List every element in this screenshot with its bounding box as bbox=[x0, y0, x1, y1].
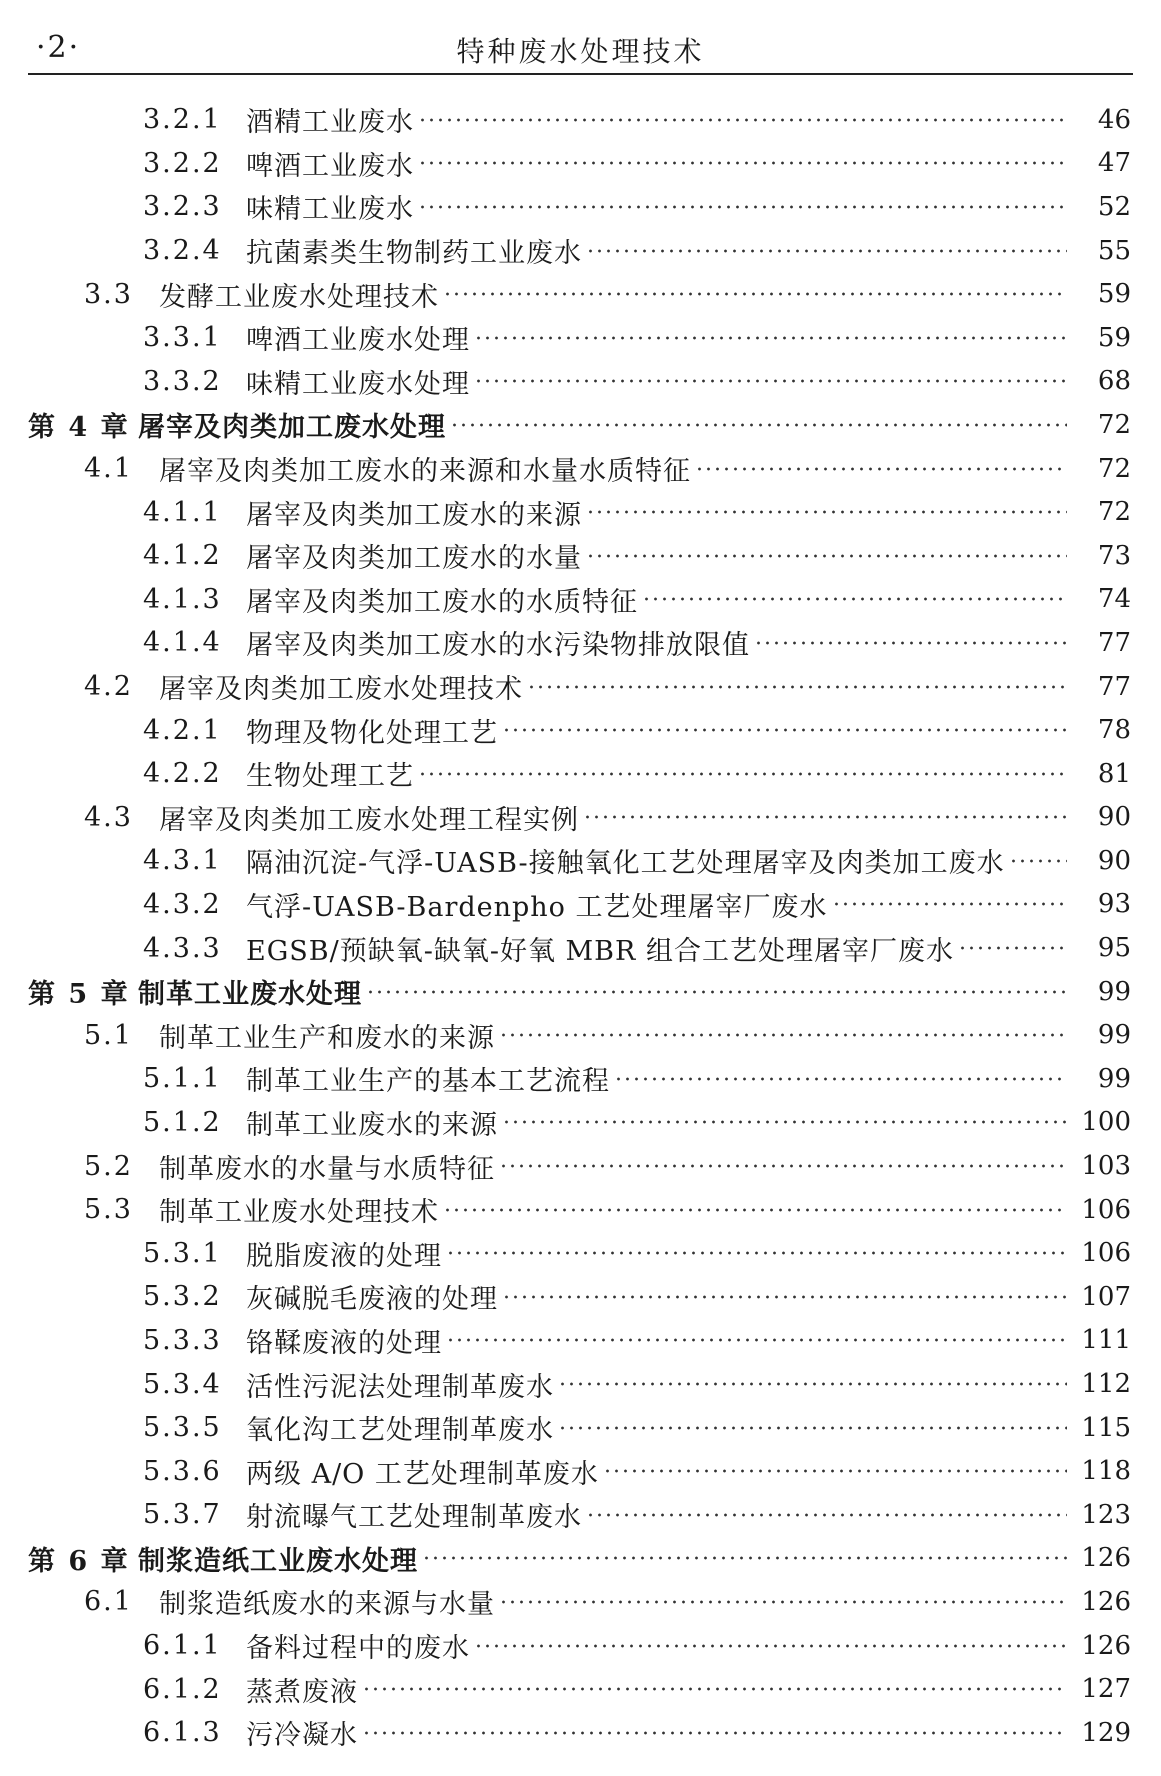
toc-entry-number: 5.3.7 bbox=[143, 1499, 222, 1531]
toc-entry-title: 制革废水的水量与水质特征 bbox=[159, 1153, 495, 1185]
toc-entry-page: 95 bbox=[1097, 933, 1131, 964]
toc-entry-sub[interactable] bbox=[0, 185, 1161, 229]
dot-leader bbox=[586, 508, 1067, 516]
toc-entry-title: 隔油沉淀-气浮-UASB-接触氧化工艺处理屠宰及肉类加工废水 bbox=[246, 848, 1005, 880]
toc-entry-title: 制革工业生产和废水的来源 bbox=[159, 1022, 495, 1054]
toc-entry-number: 4.1.1 bbox=[143, 496, 222, 528]
toc-entry-sub[interactable] bbox=[0, 1362, 1161, 1406]
toc-entry-number: 5.2 bbox=[84, 1150, 133, 1182]
toc-entry-title: 屠宰及肉类加工废水的来源和水量水质特征 bbox=[159, 456, 691, 488]
toc-entry-number: 5.3.2 bbox=[143, 1281, 222, 1313]
toc-entry-number: 3.3 bbox=[84, 278, 133, 310]
dot-leader bbox=[362, 1729, 1067, 1737]
toc-entry-title: 污冷凝水 bbox=[246, 1720, 358, 1752]
toc-entry-sub[interactable] bbox=[0, 490, 1161, 534]
dot-leader bbox=[603, 1467, 1067, 1475]
toc-entry-page: 90 bbox=[1097, 802, 1131, 833]
toc-entry-section[interactable] bbox=[0, 665, 1161, 709]
toc-entry-number: 5.3.5 bbox=[143, 1412, 222, 1444]
toc-entry-title: 屠宰及肉类加工废水的来源 bbox=[246, 499, 582, 531]
dot-leader bbox=[614, 1075, 1067, 1083]
toc-entry-number: 6.1 bbox=[84, 1586, 133, 1618]
toc-entry-title: 脱脂废液的处理 bbox=[246, 1240, 442, 1272]
toc-entry-number: 5.3.3 bbox=[143, 1324, 222, 1356]
toc-entry-title: 屠宰及肉类加工废水的水量 bbox=[246, 543, 582, 575]
dot-leader bbox=[446, 1336, 1067, 1344]
dot-leader bbox=[695, 465, 1067, 473]
toc-entry-chapter[interactable] bbox=[0, 403, 1161, 447]
dot-leader bbox=[832, 900, 1067, 908]
toc-entry-sub[interactable] bbox=[0, 1624, 1161, 1668]
dot-leader bbox=[418, 203, 1067, 211]
toc-entry-page: 106 bbox=[1081, 1194, 1131, 1225]
toc-entry-title: 屠宰及肉类加工废水的水污染物排放限值 bbox=[246, 630, 750, 662]
dot-leader bbox=[474, 1642, 1067, 1650]
toc-entry-title: 酒精工业废水 bbox=[246, 107, 414, 139]
toc-entry-sub[interactable] bbox=[0, 1101, 1161, 1145]
toc-entry-title: 啤酒工业废水 bbox=[246, 150, 414, 182]
toc-entry-page: 127 bbox=[1081, 1674, 1131, 1705]
toc-entry-sub[interactable] bbox=[0, 621, 1161, 665]
toc-entry-number: 4.1 bbox=[84, 453, 133, 485]
toc-entry-number: 4.2.2 bbox=[143, 758, 222, 790]
toc-entry-sub[interactable] bbox=[0, 752, 1161, 796]
toc-entry-page: 129 bbox=[1081, 1717, 1131, 1748]
table-of-contents bbox=[0, 98, 1161, 1755]
dot-leader bbox=[499, 1031, 1067, 1039]
dot-leader bbox=[586, 1511, 1067, 1519]
toc-entry-title: 物理及物化处理工艺 bbox=[246, 717, 498, 749]
toc-entry-page: 107 bbox=[1081, 1281, 1131, 1312]
dot-leader bbox=[499, 1598, 1067, 1606]
toc-entry-section[interactable] bbox=[0, 1580, 1161, 1624]
dot-leader bbox=[502, 1293, 1067, 1301]
toc-entry-title: 制革工业废水处理 bbox=[138, 979, 362, 1011]
toc-entry-title: 屠宰及肉类加工废水处理 bbox=[138, 412, 446, 444]
toc-entry-page: 93 bbox=[1097, 889, 1131, 920]
page-number: ·2· bbox=[36, 30, 81, 65]
toc-entry-sub[interactable] bbox=[0, 708, 1161, 752]
toc-entry-title: 两级 A/O 工艺处理制革废水 bbox=[246, 1458, 599, 1490]
toc-entry-page: 77 bbox=[1097, 671, 1131, 702]
toc-entry-page: 100 bbox=[1081, 1107, 1131, 1138]
toc-entry-sub[interactable] bbox=[0, 229, 1161, 273]
dot-leader bbox=[418, 770, 1067, 778]
toc-entry-number: 第 6 章 bbox=[28, 1545, 130, 1577]
header-divider bbox=[28, 73, 1133, 75]
dot-leader bbox=[450, 421, 1067, 429]
toc-entry-title: 活性污泥法处理制革废水 bbox=[246, 1371, 554, 1403]
toc-entry-sub[interactable] bbox=[0, 1493, 1161, 1537]
toc-entry-number: 4.3.3 bbox=[143, 932, 222, 964]
toc-entry-number: 5.1.1 bbox=[143, 1063, 222, 1095]
dot-leader bbox=[586, 552, 1067, 560]
toc-entry-page: 123 bbox=[1081, 1499, 1131, 1530]
toc-entry-number: 4.1.3 bbox=[143, 583, 222, 615]
toc-entry-page: 74 bbox=[1097, 584, 1131, 615]
toc-entry-page: 90 bbox=[1097, 845, 1131, 876]
dot-leader bbox=[499, 1162, 1067, 1170]
toc-entry-number: 4.3 bbox=[84, 801, 133, 833]
toc-entry-page: 59 bbox=[1097, 279, 1131, 310]
toc-entry-sub[interactable] bbox=[0, 142, 1161, 186]
toc-entry-title: 屠宰及肉类加工废水的水质特征 bbox=[246, 586, 638, 618]
toc-entry-page: 103 bbox=[1081, 1151, 1131, 1182]
toc-entry-sub[interactable] bbox=[0, 98, 1161, 142]
running-title: 特种废水处理技术 bbox=[456, 35, 705, 68]
dot-leader bbox=[502, 1118, 1067, 1126]
toc-entry-sub[interactable] bbox=[0, 534, 1161, 578]
toc-entry-title: EGSB/预缺氧-缺氧-好氧 MBR 组合工艺处理屠宰厂废水 bbox=[246, 935, 954, 967]
toc-entry-title: 氧化沟工艺处理制革废水 bbox=[246, 1415, 554, 1447]
toc-entry-section[interactable] bbox=[0, 796, 1161, 840]
toc-entry-sub[interactable] bbox=[0, 1449, 1161, 1493]
toc-entry-page: 118 bbox=[1081, 1456, 1131, 1487]
toc-entry-page: 126 bbox=[1081, 1630, 1131, 1661]
toc-entry-sub[interactable] bbox=[0, 1406, 1161, 1450]
toc-entry-number: 3.2.2 bbox=[143, 147, 222, 179]
toc-entry-sub[interactable] bbox=[0, 839, 1161, 883]
toc-entry-page: 72 bbox=[1097, 497, 1131, 528]
toc-entry-page: 126 bbox=[1081, 1543, 1131, 1574]
toc-entry-title: 铬鞣废液的处理 bbox=[246, 1327, 442, 1359]
toc-entry-section[interactable] bbox=[0, 1188, 1161, 1232]
toc-entry-title: 味精工业废水 bbox=[246, 194, 414, 226]
toc-entry-page: 111 bbox=[1081, 1325, 1131, 1356]
toc-entry-title: 备料过程中的废水 bbox=[246, 1633, 470, 1665]
toc-entry-page: 47 bbox=[1097, 148, 1131, 179]
toc-entry-title: 制浆造纸废水的来源与水量 bbox=[159, 1589, 495, 1621]
toc-entry-number: 5.1 bbox=[84, 1019, 133, 1051]
toc-entry-sub[interactable] bbox=[0, 1711, 1161, 1755]
toc-entry-title: 射流曝气工艺处理制革废水 bbox=[246, 1502, 582, 1534]
dot-leader bbox=[1009, 857, 1067, 865]
toc-entry-number: 第 4 章 bbox=[28, 412, 130, 444]
toc-entry-number: 4.3.2 bbox=[143, 888, 222, 920]
toc-entry-number: 4.1.2 bbox=[143, 540, 222, 572]
toc-entry-title: 灰碱脱毛废液的处理 bbox=[246, 1284, 498, 1316]
toc-entry-sub[interactable] bbox=[0, 1057, 1161, 1101]
dot-leader bbox=[474, 334, 1067, 342]
toc-entry-title: 制浆造纸工业废水处理 bbox=[138, 1545, 418, 1577]
toc-entry-title: 生物处理工艺 bbox=[246, 761, 414, 793]
toc-entry-number: 4.1.4 bbox=[143, 627, 222, 659]
toc-entry-page: 59 bbox=[1097, 322, 1131, 353]
toc-entry-number: 第 5 章 bbox=[28, 979, 130, 1011]
toc-entry-page: 46 bbox=[1097, 104, 1131, 135]
toc-entry-sub[interactable] bbox=[0, 578, 1161, 622]
dot-leader bbox=[418, 159, 1067, 167]
toc-entry-section[interactable] bbox=[0, 272, 1161, 316]
toc-entry-page: 72 bbox=[1097, 453, 1131, 484]
toc-entry-number: 6.1.1 bbox=[143, 1630, 222, 1662]
toc-entry-page: 99 bbox=[1097, 1063, 1131, 1094]
toc-entry-number: 5.3.1 bbox=[143, 1237, 222, 1269]
toc-entry-page: 99 bbox=[1097, 1020, 1131, 1051]
toc-entry-sub[interactable] bbox=[0, 360, 1161, 404]
toc-entry-number: 5.3.4 bbox=[143, 1368, 222, 1400]
dot-leader bbox=[443, 290, 1067, 298]
page-header bbox=[28, 26, 1133, 70]
toc-entry-sub[interactable] bbox=[0, 316, 1161, 360]
toc-entry-page: 99 bbox=[1097, 976, 1131, 1007]
dot-leader bbox=[502, 726, 1067, 734]
dot-leader bbox=[474, 377, 1067, 385]
toc-entry-title: 屠宰及肉类加工废水处理工程实例 bbox=[159, 804, 579, 836]
toc-entry-sub[interactable] bbox=[0, 1667, 1161, 1711]
toc-entry-section[interactable] bbox=[0, 447, 1161, 491]
toc-entry-title: 啤酒工业废水处理 bbox=[246, 325, 470, 357]
toc-entry-sub[interactable] bbox=[0, 926, 1161, 970]
toc-entry-title: 发酵工业废水处理技术 bbox=[159, 281, 439, 313]
dot-leader bbox=[754, 639, 1067, 647]
toc-entry-title: 蒸煮废液 bbox=[246, 1676, 358, 1708]
toc-entry-section[interactable] bbox=[0, 1013, 1161, 1057]
toc-entry-number: 4.2.1 bbox=[143, 714, 222, 746]
dot-leader bbox=[362, 1685, 1067, 1693]
dot-leader bbox=[558, 1424, 1067, 1432]
toc-entry-title: 屠宰及肉类加工废水处理技术 bbox=[159, 674, 523, 706]
toc-entry-title: 味精工业废水处理 bbox=[246, 368, 470, 400]
toc-entry-chapter[interactable] bbox=[0, 1537, 1161, 1581]
toc-entry-number: 4.3.1 bbox=[143, 845, 222, 877]
toc-entry-page: 78 bbox=[1097, 715, 1131, 746]
toc-entry-number: 4.2 bbox=[84, 671, 133, 703]
dot-leader bbox=[527, 683, 1067, 691]
dot-leader bbox=[586, 247, 1067, 255]
toc-entry-title: 抗菌素类生物制药工业废水 bbox=[246, 238, 582, 270]
dot-leader bbox=[366, 988, 1067, 996]
toc-entry-number: 3.3.2 bbox=[143, 365, 222, 397]
dot-leader bbox=[443, 1206, 1067, 1214]
toc-entry-page: 55 bbox=[1097, 235, 1131, 266]
toc-entry-number: 3.3.1 bbox=[143, 322, 222, 354]
dot-leader bbox=[422, 1554, 1067, 1562]
toc-entry-number: 6.1.2 bbox=[143, 1673, 222, 1705]
toc-entry-page: 106 bbox=[1081, 1238, 1131, 1269]
dot-leader bbox=[418, 116, 1067, 124]
dot-leader bbox=[558, 1380, 1067, 1388]
toc-entry-page: 81 bbox=[1097, 758, 1131, 789]
toc-entry-number: 3.2.1 bbox=[143, 104, 222, 136]
toc-entry-page: 73 bbox=[1097, 540, 1131, 571]
toc-entry-page: 126 bbox=[1081, 1586, 1131, 1617]
toc-entry-sub[interactable] bbox=[0, 1231, 1161, 1275]
toc-entry-number: 3.2.3 bbox=[143, 191, 222, 223]
dot-leader bbox=[642, 595, 1067, 603]
dot-leader bbox=[446, 1249, 1067, 1257]
toc-entry-page: 112 bbox=[1081, 1369, 1131, 1400]
toc-entry-page: 68 bbox=[1097, 366, 1131, 397]
toc-entry-page: 115 bbox=[1081, 1412, 1131, 1443]
toc-entry-page: 72 bbox=[1097, 409, 1131, 440]
dot-leader bbox=[583, 813, 1067, 821]
toc-entry-title: 气浮-UASB-Bardenpho 工艺处理屠宰厂废水 bbox=[246, 891, 828, 923]
toc-entry-sub[interactable] bbox=[0, 1275, 1161, 1319]
toc-entry-number: 5.1.2 bbox=[143, 1106, 222, 1138]
toc-entry-number: 5.3 bbox=[84, 1194, 133, 1226]
toc-entry-sub[interactable] bbox=[0, 883, 1161, 927]
toc-entry-number: 6.1.3 bbox=[143, 1717, 222, 1749]
toc-entry-title: 制革工业生产的基本工艺流程 bbox=[246, 1066, 610, 1098]
toc-entry-sub[interactable] bbox=[0, 1319, 1161, 1363]
toc-entry-section[interactable] bbox=[0, 1144, 1161, 1188]
toc-entry-number: 3.2.4 bbox=[143, 235, 222, 267]
toc-entry-page: 77 bbox=[1097, 627, 1131, 658]
toc-entry-chapter[interactable] bbox=[0, 970, 1161, 1014]
toc-entry-number: 5.3.6 bbox=[143, 1455, 222, 1487]
dot-leader bbox=[958, 944, 1067, 952]
toc-entry-title: 制革工业废水处理技术 bbox=[159, 1197, 439, 1229]
toc-entry-page: 52 bbox=[1097, 191, 1131, 222]
toc-entry-title: 制革工业废水的来源 bbox=[246, 1109, 498, 1141]
